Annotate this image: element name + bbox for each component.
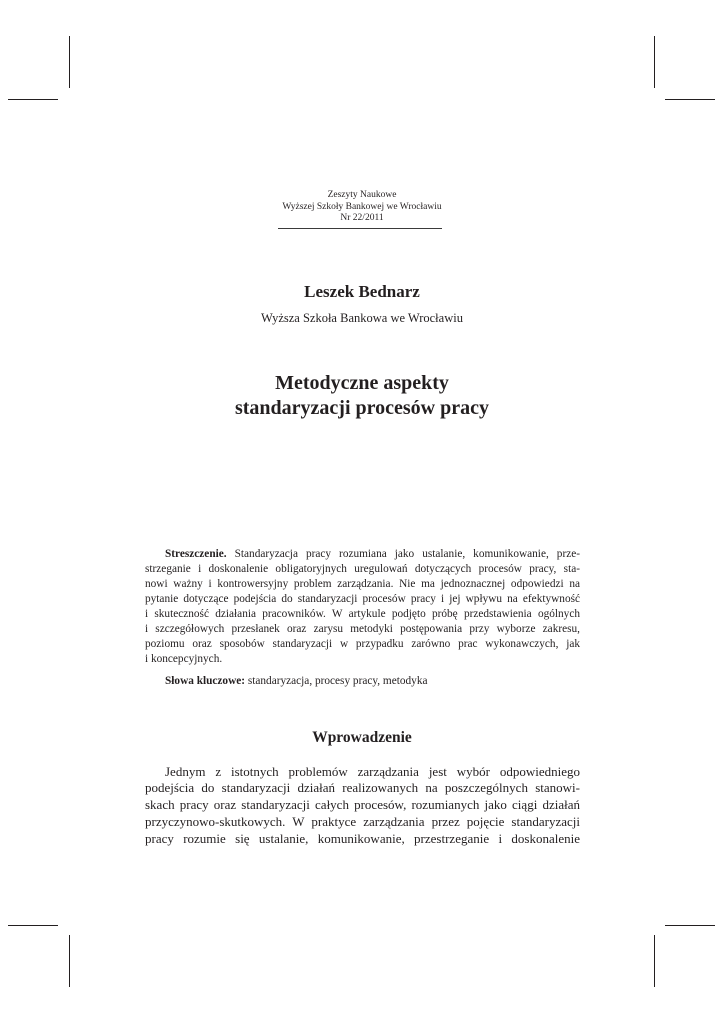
journal-header xyxy=(0,190,724,225)
title-line: Metodyczne aspekty xyxy=(275,371,449,394)
journal-institution: Wyższej Szkoły Bankowej we Wrocławiu xyxy=(282,201,442,212)
keywords-text: standaryzacja, procesy pracy, metodyka xyxy=(247,674,428,687)
abstract-line-text: Standaryzacja pracy rozumiana jako ustalanie, komunikowanie, prze- xyxy=(234,547,580,560)
journal-name: Zeszyty Naukowe xyxy=(327,190,397,200)
crop-mark-top-left-vertical xyxy=(69,36,70,88)
abstract-line: nowi ważny i kontrowersyjny problem zarządzania. Nie ma jednoznacznej odpowiedzi na xyxy=(145,577,580,590)
body-paragraph xyxy=(145,764,580,848)
abstract-label: Streszczenie. xyxy=(165,547,227,560)
abstract-line xyxy=(145,547,580,562)
article-title xyxy=(0,371,724,421)
abstract-line: strzeganie i doskonalenie obligatoryjnych uregulowań dotyczących procesów pracy, sta- xyxy=(145,562,580,575)
author-affiliation: Wyższa Szkoła Bankowa we Wrocławiu xyxy=(261,311,463,325)
crop-mark-bottom-left-vertical xyxy=(69,935,70,987)
keywords xyxy=(165,674,580,689)
body-line: Jednym z istotnych problemów zarządzania jest wybór odpowiedniego xyxy=(165,763,580,779)
abstract-line: poziomu oraz sposobów standaryzacji w przypadku zarówno prac wykonawczych, jak xyxy=(145,637,580,650)
body-line: skach pracy oraz standaryzacji całych procesów, rozumianych jako ciągi działań xyxy=(145,797,580,812)
crop-mark-bottom-left-horizontal xyxy=(8,925,58,926)
abstract xyxy=(145,547,580,667)
crop-mark-top-right-vertical xyxy=(654,36,655,88)
section-heading: Wprowadzenie xyxy=(312,729,412,746)
body-line: przyczynowo-skutkowych. W praktyce zarządzania przez pojęcie standaryzacji xyxy=(145,813,580,829)
keywords-label: Słowa kluczowe: xyxy=(165,674,246,687)
crop-mark-bottom-right-vertical xyxy=(654,935,655,987)
author-name: Leszek Bednarz xyxy=(304,282,420,301)
crop-mark-top-left-horizontal xyxy=(8,99,58,100)
abstract-line: i szczegółowych przesłanek oraz zarysu metodyki postępowania przy wyborze zakresu, xyxy=(145,622,580,635)
abstract-line: i koncepcyjnych. xyxy=(145,652,223,665)
journal-issue: Nr 22/2011 xyxy=(340,213,384,223)
title-line: standaryzacji procesów pracy xyxy=(234,396,490,419)
crop-mark-top-right-horizontal xyxy=(665,99,715,100)
body-line: pracy rozumie się ustalanie, komunikowanie, przestrzeganie i doskonalenie xyxy=(145,830,580,846)
abstract-line: i skuteczność działania pracowników. W artykule podjęto próbę przedstawienia ogólnych xyxy=(145,607,580,620)
abstract-line: pytanie dotyczące podejścia do standaryzacji procesów pracy i jej wpływu na efektywność xyxy=(145,592,580,605)
body-line: podejścia do standaryzacji działań realizowanych na poszczególnych stanowi- xyxy=(145,780,580,796)
crop-mark-bottom-right-horizontal xyxy=(665,925,715,926)
header-rule xyxy=(278,228,442,229)
